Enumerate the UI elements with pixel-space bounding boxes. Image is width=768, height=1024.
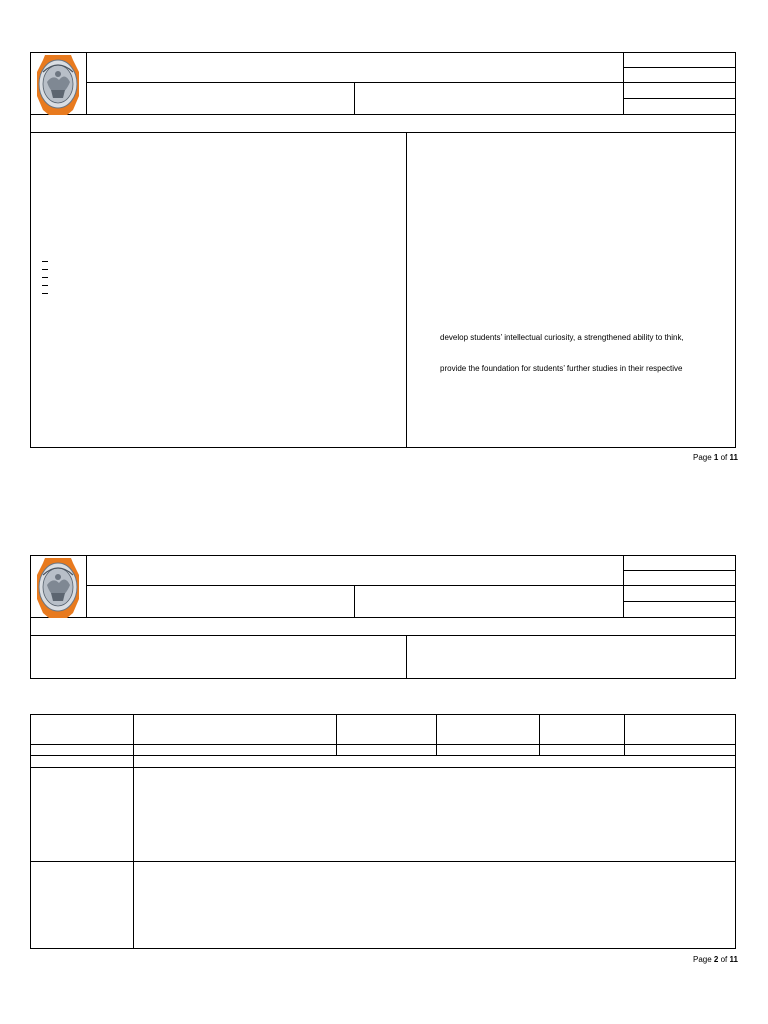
page-label: Page: [693, 453, 712, 462]
bullet-dash: [42, 269, 48, 270]
grid-col-divider: [436, 714, 437, 755]
page1-header-table: [30, 52, 736, 133]
page1-meta-row-3: [623, 98, 736, 99]
bullet-dash: [42, 261, 48, 262]
grid-row-divider: [30, 767, 736, 768]
page1-logo-divider: [86, 52, 87, 114]
bullet-dash: [42, 293, 48, 294]
page2-header-table: [30, 555, 736, 636]
page-current: 2: [713, 955, 719, 964]
page2-header-bottom-rule: [30, 617, 736, 618]
page-current: 1: [713, 453, 719, 462]
page2-content-divider: [406, 635, 407, 679]
page2-content-table: [30, 635, 736, 679]
page2-course-grid: [30, 714, 736, 949]
page1-header-bottom-rule: [30, 114, 736, 115]
page-of: of: [720, 955, 728, 964]
grid-row-divider: [30, 755, 736, 756]
page1-content-divider: [406, 132, 407, 448]
bullet-dash: [42, 277, 48, 278]
page2-logo-divider: [86, 555, 87, 617]
page2-right-divider: [623, 555, 624, 617]
page2-meta-row-3: [623, 601, 736, 602]
body-text-line: provide the foundation for students’ further studies in their respective: [440, 364, 683, 373]
grid-col-divider: [133, 714, 134, 949]
page1-subfield-divider: [354, 82, 355, 114]
page-number: [693, 955, 738, 964]
grid-row-divider: [30, 744, 736, 745]
page1-content-table: [30, 132, 736, 448]
page-label: Page: [693, 955, 712, 964]
page2-meta-row-1: [623, 570, 736, 571]
page-number: [693, 453, 738, 462]
grid-col-divider: [624, 714, 625, 755]
grid-col-divider: [539, 714, 540, 755]
grid-row-divider: [30, 861, 736, 862]
page2-meta-row-2: [623, 585, 736, 586]
university-seal-icon: [33, 555, 83, 619]
page1-meta-row-2: [623, 82, 736, 83]
bullet-dash: [42, 285, 48, 286]
university-seal-icon: [33, 52, 83, 116]
page-total: 11: [729, 453, 738, 462]
page1-meta-row-1: [623, 67, 736, 68]
grid-col-divider: [336, 714, 337, 755]
page1-right-divider: [623, 52, 624, 114]
page-total: 11: [729, 955, 738, 964]
page-of: of: [720, 453, 728, 462]
body-text-line: develop students’ intellectual curiosity, a strengthened ability to think,: [440, 333, 684, 342]
page2-subfield-divider: [354, 585, 355, 617]
